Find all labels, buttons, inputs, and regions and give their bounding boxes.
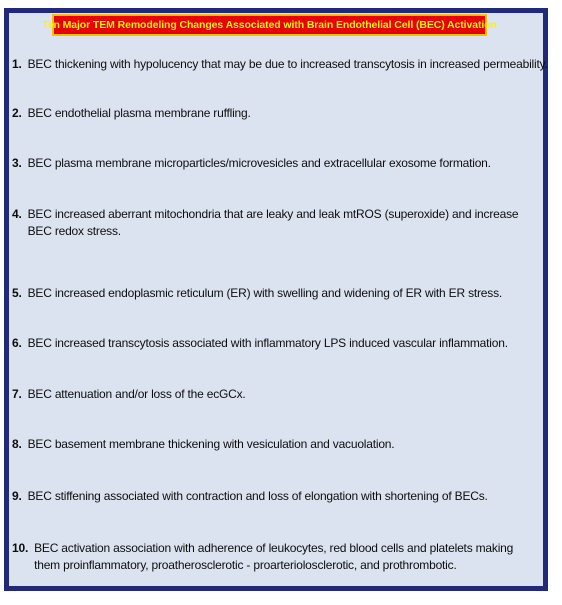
- item-text: BEC increased endoplasmic reticulum (ER) with swelling and widening of ER with ER stress.: [27, 286, 503, 300]
- item-text: BEC plasma membrane microparticles/microvesicles and extracellular exosome formation.: [27, 156, 491, 170]
- list-item-10: [12, 540, 527, 574]
- list-item-9: [12, 488, 550, 505]
- item-number: 4.: [12, 207, 22, 221]
- item-number: 2.: [12, 106, 22, 120]
- list-item-1: [12, 56, 550, 73]
- item-number: 7.: [12, 387, 22, 401]
- page-title: Ten Major TEM Remodeling Changes Associated with Brain Endothelial Cell (BEC) Activation: [42, 19, 497, 31]
- item-number: 6.: [12, 336, 22, 350]
- item-number: 5.: [12, 286, 22, 300]
- item-number: 9.: [12, 489, 22, 503]
- list-item-2: [12, 105, 550, 122]
- list-item-8: [12, 436, 550, 453]
- list-item-4: [12, 206, 532, 240]
- item-text: BEC stiffening associated with contraction and loss of elongation with shortening of BECs.: [27, 489, 488, 503]
- item-number: 10.: [12, 541, 29, 555]
- list-item-3: [12, 155, 550, 172]
- item-number: 8.: [12, 437, 22, 451]
- item-text: BEC activation association with adherence of leukocytes, red blood cells and platelets making them proinflammatory, proatherosclerotic - proarteriolosclerotic, and prothrombotic.: [34, 541, 514, 572]
- title-banner: [42, 14, 497, 36]
- item-number: 1.: [12, 57, 22, 71]
- item-text: BEC basement membrane thickening with vesiculation and vacuolation.: [27, 437, 395, 451]
- list-item-6: [12, 335, 550, 352]
- list-item-5: [12, 285, 550, 302]
- item-text: BEC increased aberrant mitochondria that are leaky and leak mtROS (superoxide) and increase BEC redox stress.: [27, 207, 519, 238]
- item-text: BEC endothelial plasma membrane ruffling.: [27, 106, 251, 120]
- item-number: 3.: [12, 156, 22, 170]
- item-text: BEC increased transcytosis associated with inflammatory LPS induced vascular inflammation.: [27, 336, 508, 350]
- list-item-7: [12, 386, 550, 403]
- item-text: BEC attenuation and/or loss of the ecGCx.: [27, 387, 246, 401]
- item-text: BEC thickening with hypolucency that may be due to increased transcytosis in increased permeability.: [27, 57, 548, 71]
